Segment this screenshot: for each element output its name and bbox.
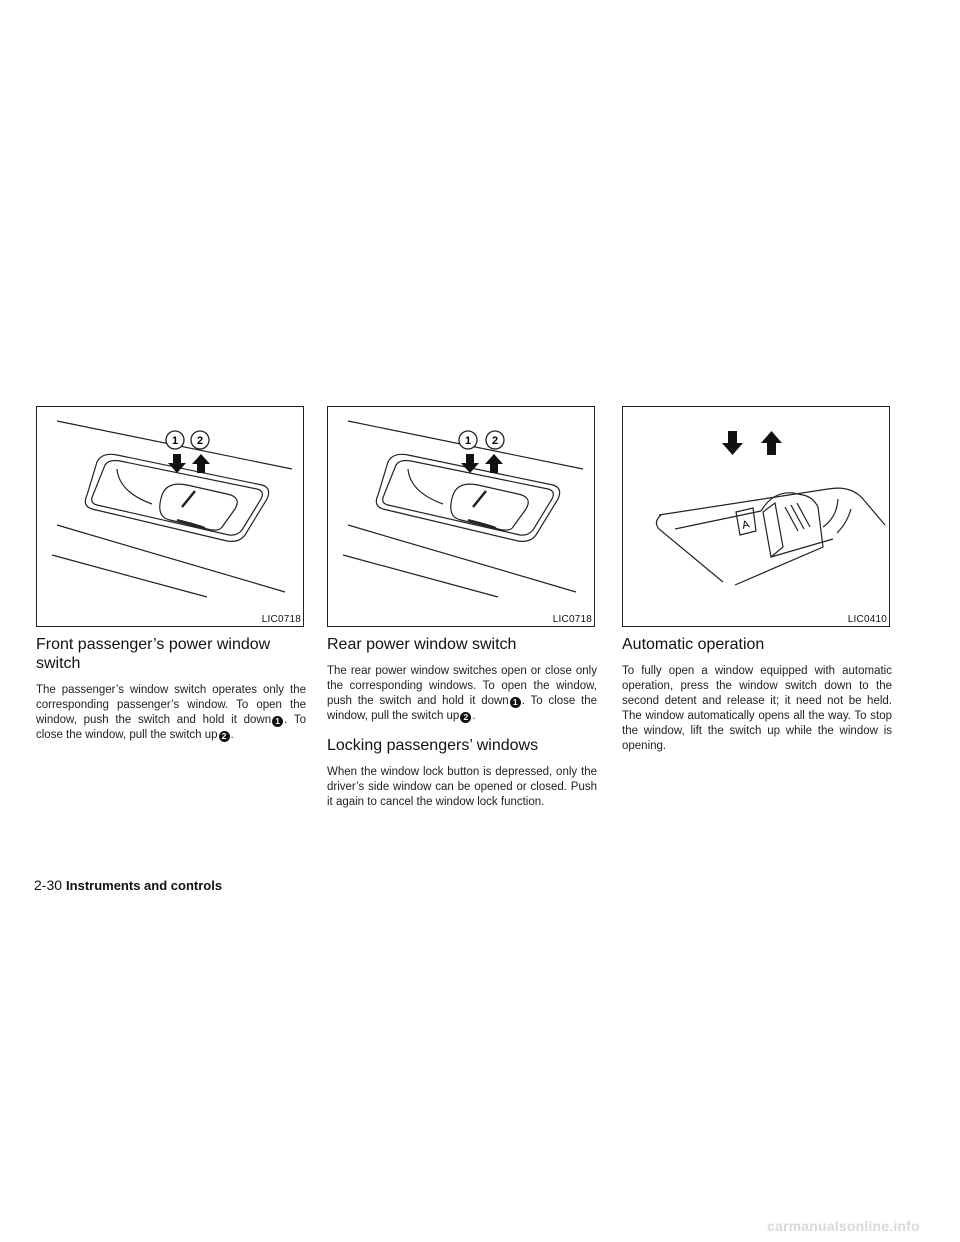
section-title: Front passenger’s power window switch bbox=[36, 636, 271, 672]
auto-mark-icon: A bbox=[740, 518, 751, 532]
figure-auto-switch bbox=[622, 406, 890, 627]
section-title: Locking passengers’ windows bbox=[327, 737, 539, 754]
callout-two-label: 2 bbox=[196, 435, 204, 447]
arrow-up-icon bbox=[761, 431, 782, 455]
arrow-up-icon bbox=[192, 454, 210, 473]
callout-two-label: 2 bbox=[491, 435, 499, 447]
figure-window-switch bbox=[327, 406, 595, 627]
section-body: The passenger’s window switch operates only the corresponding passenger’s window. To open the window, push the switch and hold it down 1 . To close the window, pull the switch up 2 . bbox=[36, 684, 306, 741]
step-two-icon: 2 bbox=[219, 731, 230, 742]
figure-code: LIC0410 bbox=[847, 614, 887, 625]
watermark: carmanualsonline.info bbox=[767, 1218, 920, 1234]
figure-code: LIC0718 bbox=[261, 614, 301, 625]
step-one-icon: 1 bbox=[510, 697, 521, 708]
column-front-passenger bbox=[36, 406, 306, 743]
section-title: Automatic operation bbox=[622, 636, 765, 653]
step-one-icon: 1 bbox=[272, 716, 283, 727]
page-number: 2-30 bbox=[34, 877, 63, 893]
section-title: Rear power window switch bbox=[327, 636, 517, 653]
section-body: The rear power window switches open or close only the corresponding windows. To open the window, push the switch and hold it down 1 . To close the window, pull the switch up 2 . bbox=[327, 665, 597, 722]
arrow-down-icon bbox=[722, 431, 743, 455]
column-automatic-operation bbox=[622, 406, 892, 754]
column-rear-window bbox=[327, 406, 597, 810]
figure-window-switch bbox=[36, 406, 304, 627]
arrow-down-icon bbox=[168, 454, 186, 473]
page-footer bbox=[34, 877, 222, 893]
figure-code: LIC0718 bbox=[552, 614, 592, 625]
window-switch-illustration bbox=[328, 407, 595, 627]
section-body: To fully open a window equipped with automatic operation, press the window switch down to the second detent and release it; it need not be held. The window automatically opens all the way. To stop the window, lift the switch up while the window is opening. bbox=[622, 665, 892, 752]
window-switch-illustration bbox=[37, 407, 304, 627]
section-name: Instruments and controls bbox=[66, 878, 223, 893]
callout-one-label: 1 bbox=[171, 435, 179, 447]
step-two-icon: 2 bbox=[460, 712, 471, 723]
section-body: When the window lock button is depressed, only the driver’s side window can be opened or closed. Push it again to cancel the window lock function. bbox=[327, 766, 597, 808]
arrow-up-icon bbox=[485, 454, 503, 473]
callout-one-label: 1 bbox=[464, 435, 472, 447]
auto-switch-illustration bbox=[623, 407, 890, 627]
arrow-down-icon bbox=[461, 454, 479, 473]
